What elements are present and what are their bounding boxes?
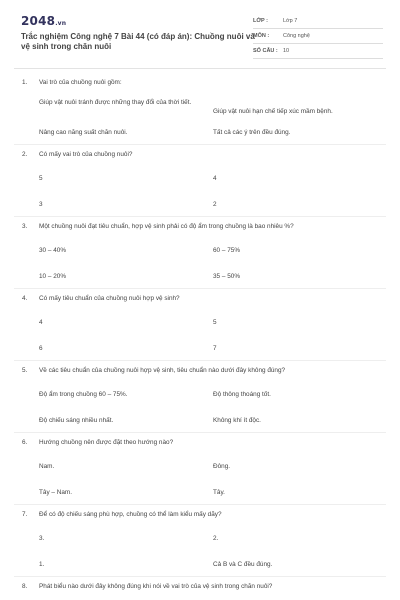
option-c[interactable]: Độ chiếu sáng nhiều nhất. xyxy=(39,417,114,424)
meta-row-class xyxy=(253,14,383,29)
question-divider xyxy=(14,504,386,505)
question-text: Hướng chuồng nên được đặt theo hướng nào? xyxy=(39,439,174,446)
option-b[interactable]: 60 – 75% xyxy=(213,247,241,254)
option-b[interactable]: Giúp vật nuôi hạn chế tiếp xúc mầm bệnh. xyxy=(213,108,333,115)
question-divider xyxy=(14,360,386,361)
question-divider xyxy=(14,432,386,433)
question-number: 6. xyxy=(22,439,28,446)
option-b[interactable]: Đông. xyxy=(213,463,231,470)
option-c[interactable]: 10 – 20% xyxy=(39,273,67,280)
question-divider xyxy=(14,216,386,217)
option-d[interactable]: 35 – 50% xyxy=(213,273,241,280)
option-a[interactable]: 3. xyxy=(39,535,45,542)
question-text: Về các tiêu chuẩn của chuồng nuôi hợp vệ sinh, tiêu chuẩn nào dưới đây không đúng? xyxy=(39,367,286,374)
option-d[interactable]: 2 xyxy=(213,201,217,208)
option-a[interactable]: Nam. xyxy=(39,463,55,470)
question-divider xyxy=(14,576,386,577)
question-number: 7. xyxy=(22,511,28,518)
question-stem xyxy=(22,366,382,375)
option-d[interactable]: Tất cả các ý trên đều đúng. xyxy=(213,129,291,136)
option-c[interactable]: 3 xyxy=(39,201,43,208)
question-4 xyxy=(0,294,400,366)
meta-row-subject xyxy=(253,29,383,44)
question-5 xyxy=(0,366,400,438)
question-divider xyxy=(14,144,386,145)
question-3 xyxy=(0,222,400,294)
meta-value: Lớp 7 xyxy=(283,18,298,24)
site-logo[interactable] xyxy=(21,14,66,28)
question-6 xyxy=(0,438,400,510)
option-c[interactable]: 1. xyxy=(39,561,45,568)
question-text: Có mấy vai trò của chuồng nuôi? xyxy=(39,151,133,158)
question-list xyxy=(0,78,400,600)
option-a[interactable]: 5 xyxy=(39,175,43,182)
option-a[interactable]: 4 xyxy=(39,319,43,326)
option-d[interactable]: Cả B và C đều đúng. xyxy=(213,561,273,568)
question-2 xyxy=(0,150,400,222)
option-b[interactable]: 2. xyxy=(213,535,219,542)
question-number: 8. xyxy=(22,583,28,590)
document-title: Trắc nghiệm Công nghệ 7 Bài 44 (có đáp án): Chuồng nuôi và vệ sinh trong chăn nuôi xyxy=(21,32,255,51)
question-stem xyxy=(22,510,382,519)
option-d[interactable]: 7 xyxy=(213,345,217,352)
question-number: 2. xyxy=(22,151,28,158)
question-1 xyxy=(0,78,400,150)
option-a[interactable]: Giúp vật nuôi tránh được những thay đổi của thời tiết. xyxy=(39,99,192,106)
question-stem xyxy=(22,78,382,87)
option-c[interactable]: Tây – Nam. xyxy=(39,489,73,496)
option-b[interactable]: 4 xyxy=(213,175,217,182)
option-c[interactable]: Nâng cao năng suất chăn nuôi. xyxy=(39,129,128,136)
option-c[interactable]: 6 xyxy=(39,345,43,352)
meta-key: SỐ CÂU : xyxy=(253,48,278,54)
meta-value: Công nghệ xyxy=(283,33,310,39)
document-header xyxy=(0,0,400,68)
question-text: Phát biểu nào dưới đây không đúng khi nói về vai trò của vệ sinh trong chăn nuôi? xyxy=(39,583,273,590)
question-divider xyxy=(14,288,386,289)
question-stem xyxy=(22,222,382,231)
question-text: Có mấy tiêu chuẩn của chuồng nuôi hợp vệ sinh? xyxy=(39,295,180,302)
option-b[interactable]: Độ thông thoáng tốt. xyxy=(213,391,271,398)
question-number: 1. xyxy=(22,79,28,86)
header-divider xyxy=(14,68,386,69)
question-text: Vai trò của chuồng nuôi gồm: xyxy=(39,79,122,86)
option-d[interactable]: Tây. xyxy=(213,489,225,496)
question-stem xyxy=(22,150,382,159)
question-stem xyxy=(22,582,382,591)
question-8 xyxy=(0,582,400,600)
question-number: 5. xyxy=(22,367,28,374)
meta-row-count xyxy=(253,44,383,59)
question-7 xyxy=(0,510,400,582)
question-number: 4. xyxy=(22,295,28,302)
question-stem xyxy=(22,294,382,303)
meta-key: MÔN : xyxy=(253,33,270,39)
meta-value: 10 xyxy=(283,48,290,54)
option-d[interactable]: Không khí ít độc. xyxy=(213,417,261,424)
option-a[interactable]: 30 – 40% xyxy=(39,247,67,254)
meta-key: LỚP : xyxy=(253,18,268,24)
meta-panel xyxy=(253,14,383,59)
option-a[interactable]: Độ ẩm trong chuồng 60 – 75%. xyxy=(39,391,128,398)
logo-text: 2048 xyxy=(21,14,56,28)
question-text: Để có độ chiếu sáng phù hợp, chuồng có thể làm kiểu mấy dãy? xyxy=(39,511,222,518)
logo-domain: .vn xyxy=(55,20,67,27)
question-number: 3. xyxy=(22,223,28,230)
question-text: Một chuồng nuôi đạt tiêu chuẩn, hợp vệ sinh phải có độ ẩm trong chuồng là bao nhiêu %? xyxy=(39,223,294,230)
option-b[interactable]: 5 xyxy=(213,319,217,326)
question-stem xyxy=(22,438,382,447)
